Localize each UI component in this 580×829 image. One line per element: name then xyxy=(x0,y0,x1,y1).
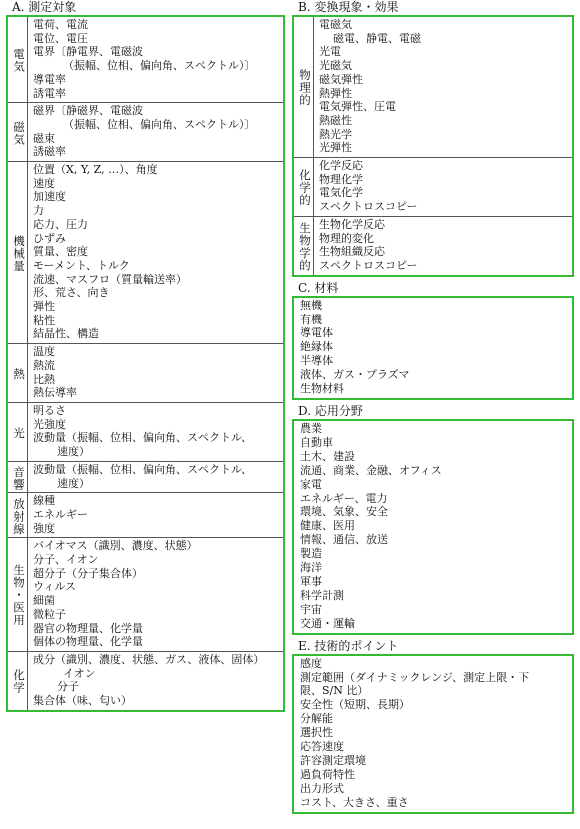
application-field-item: 土木、建設 xyxy=(300,449,355,463)
conversion-effect-item: 物理化学 xyxy=(319,172,363,186)
conversion-effect-group-label: 化学的 xyxy=(294,158,314,216)
measurement-target-group-label: 生物・医用 xyxy=(8,538,28,651)
technical-point-item: 限、S/N 比） xyxy=(300,684,369,698)
measurement-target-item: 成分（識別、濃度、状態、ガス、液体、固体） xyxy=(33,652,265,666)
measurement-target-item: 電位、電圧 xyxy=(33,31,88,45)
measurement-target-item: モーメント、トルク xyxy=(33,258,130,272)
conversion-effect-group-label: 物理的 xyxy=(294,17,314,157)
measurement-target-item: 加速度 xyxy=(33,190,66,204)
technical-point-item: 許容測定環境 xyxy=(300,753,366,767)
measurement-target-item: 速度 xyxy=(33,176,55,190)
conversion-effect-group-label: 生物学的 xyxy=(294,217,314,275)
measurement-target-group-items xyxy=(28,344,283,402)
measurement-target-item: 磁束 xyxy=(33,131,55,145)
measurement-target-item: 磁界〔静磁界、電磁波 xyxy=(33,104,143,118)
measurement-target-item: （振幅、位相、偏向角、スペクトル）〕 xyxy=(63,59,256,73)
application-field-item: 製造 xyxy=(300,547,322,561)
technical-point-item: 過負荷特性 xyxy=(300,767,355,781)
measurement-target-item: 位置（X, Y, Z, …）、角度 xyxy=(33,163,158,177)
application-field-item: 交通・運輸 xyxy=(300,616,355,630)
material-item: 導電体 xyxy=(300,326,333,340)
conversion-effect-item: 化学反応 xyxy=(319,159,363,173)
measurement-target-group xyxy=(8,102,283,161)
section-b-to-e-column xyxy=(292,0,574,814)
section-e-box xyxy=(292,654,574,814)
section-e-title: E. 技術的ポイント xyxy=(298,638,399,653)
section-c-box xyxy=(292,296,574,400)
measurement-target-item: 誘磁率 xyxy=(33,145,66,159)
measurement-target-item: 温度 xyxy=(33,345,55,359)
conversion-effect-item: 物理的変化 xyxy=(319,231,374,245)
section-d-list xyxy=(294,421,572,633)
section-b-box xyxy=(292,15,574,277)
section-a-box xyxy=(6,15,285,712)
measurement-target-group-label: 熱 xyxy=(8,344,28,402)
conversion-effect-item: 生物化学反応 xyxy=(319,217,385,231)
measurement-target-item: 質量、密度 xyxy=(33,245,88,259)
measurement-target-group-items xyxy=(28,103,283,161)
section-d-title: D. 応用分野 xyxy=(298,404,363,418)
measurement-target-group-label: 音響 xyxy=(8,462,28,492)
measurement-target-item: 細菌 xyxy=(33,594,55,608)
conversion-effect-item: 光電 xyxy=(319,45,341,59)
section-a-column xyxy=(6,0,285,712)
measurement-target-item: 集合体（味、匂い） xyxy=(33,694,132,708)
measurement-target-group xyxy=(8,537,283,651)
application-field-item: 自動車 xyxy=(300,435,333,449)
measurement-target-item: 個体の物理量、化学量 xyxy=(33,635,143,649)
technical-point-item: 測定範囲（ダイナミックレンジ、測定上限・下 xyxy=(300,670,530,684)
measurement-target-group-label: 機械量 xyxy=(8,162,28,343)
measurement-target-group-items xyxy=(28,403,283,461)
conversion-effect-item: 光磁気 xyxy=(319,59,352,73)
measurement-target-group xyxy=(8,651,283,710)
application-field-item: エネルギー、電力 xyxy=(300,491,388,505)
measurement-target-item: 分子、イオン xyxy=(33,553,99,567)
measurement-target-item: 比熱 xyxy=(33,372,55,386)
measurement-target-item: （振幅、位相、偏向角、スペクトル）〕 xyxy=(63,117,256,131)
measurement-target-group xyxy=(8,461,283,492)
measurement-target-group xyxy=(8,492,283,537)
conversion-effect-group xyxy=(294,157,572,216)
conversion-effect-group xyxy=(294,216,572,275)
measurement-target-group xyxy=(8,343,283,402)
material-item: 無機 xyxy=(300,298,322,312)
measurement-target-group-label: 磁気 xyxy=(8,103,28,161)
technical-point-item: 安全性（短期、長期） xyxy=(300,698,410,712)
conversion-effect-item: 電磁気 xyxy=(319,18,352,31)
measurement-target-item: バイオマス（識別、濃度、状態） xyxy=(33,539,198,553)
material-item: 絶縁体 xyxy=(300,340,333,354)
material-item: 生物材料 xyxy=(300,382,344,396)
section-c-list xyxy=(294,298,572,398)
measurement-target-item: 熱流 xyxy=(33,358,55,372)
measurement-target-item: ウィルス xyxy=(33,580,77,594)
measurement-target-group-items xyxy=(28,462,283,492)
measurement-target-item: 強度 xyxy=(33,521,55,535)
section-a-title: A. 測定対象 xyxy=(12,0,77,14)
material-item: 液体、ガス・プラズマ xyxy=(300,368,410,382)
measurement-target-item: 導電率 xyxy=(33,72,66,86)
section-b-title: B. 変換現象・効果 xyxy=(298,0,399,14)
section-d-box xyxy=(292,419,574,635)
technical-point-item: 分解能 xyxy=(300,712,333,726)
measurement-target-item: 力 xyxy=(33,204,44,218)
section-c-title: C. 材料 xyxy=(298,280,339,295)
conversion-effect-group-items xyxy=(314,17,572,157)
application-field-item: 海洋 xyxy=(300,561,322,575)
measurement-target-item: 波動量（振幅、位相、偏向角、スペクトル、 xyxy=(33,462,253,476)
measurement-target-item: 線種 xyxy=(33,494,55,508)
measurement-target-item: 流速、マスフロ（質量輸送率） xyxy=(33,272,187,286)
technical-point-item: 選択性 xyxy=(300,726,333,740)
conversion-effect-item: 熱光学 xyxy=(319,127,352,141)
technical-point-item: 感度 xyxy=(300,656,322,670)
conversion-effect-item: 熱磁性 xyxy=(319,113,352,127)
application-field-item: 科学計測 xyxy=(300,588,344,602)
measurement-target-item: 器官の物理量、化学量 xyxy=(33,621,143,635)
measurement-target-item: 光強度 xyxy=(33,417,66,431)
measurement-target-item: 粘性 xyxy=(33,313,55,327)
measurement-target-group xyxy=(8,402,283,461)
measurement-target-item: 弾性 xyxy=(33,300,55,314)
technical-point-item: 応答速度 xyxy=(300,740,344,754)
conversion-effect-item: 電気弾性、圧電 xyxy=(319,100,396,114)
measurement-target-group-items xyxy=(28,162,283,343)
application-field-item: 健康、医用 xyxy=(300,519,355,533)
technical-point-item: コスト、大きさ、重さ xyxy=(300,795,409,809)
measurement-target-item: ひずみ xyxy=(33,231,66,245)
application-field-item: 軍事 xyxy=(300,574,322,588)
conversion-effect-item: 磁電、静電、電磁 xyxy=(333,31,421,45)
measurement-target-item: 応力、圧力 xyxy=(33,217,88,231)
measurement-target-group-items xyxy=(28,493,283,537)
measurement-target-group xyxy=(8,17,283,102)
measurement-target-group-label: 化学 xyxy=(8,652,28,710)
measurement-target-group-label: 電気 xyxy=(8,17,28,102)
measurement-target-group-label: 光 xyxy=(8,403,28,461)
measurement-target-item: 微粒子 xyxy=(33,607,66,621)
material-item: 半導体 xyxy=(300,354,333,368)
application-field-item: 家電 xyxy=(300,477,322,491)
conversion-effect-group-items xyxy=(314,158,572,216)
technical-point-item: 出力形式 xyxy=(300,781,344,795)
measurement-target-item: 速度） xyxy=(57,445,90,459)
section-e-list xyxy=(294,656,572,812)
measurement-target-group-label: 放射線 xyxy=(8,493,28,537)
conversion-effect-item: 電気化学 xyxy=(319,186,363,200)
measurement-target-item: 速度） xyxy=(57,476,90,490)
application-field-item: 環境、気象、安全 xyxy=(300,505,388,519)
measurement-target-item: 誘電率 xyxy=(33,86,66,100)
measurement-target-item: 電界〔静電界、電磁波 xyxy=(33,45,143,59)
application-field-item: 流通、商業、金融、オフィス xyxy=(300,463,442,477)
measurement-target-item: イオン xyxy=(63,666,96,680)
measurement-target-group-items xyxy=(28,538,283,651)
application-field-item: 農業 xyxy=(300,422,322,435)
measurement-target-item: 波動量（振幅、位相、偏向角、スペクトル、 xyxy=(33,431,253,445)
conversion-effect-item: 熱弾性 xyxy=(319,86,352,100)
measurement-target-item: 熱伝導率 xyxy=(33,386,77,400)
conversion-effect-item: スペクトロスコピー xyxy=(319,258,418,272)
conversion-effect-group-items xyxy=(314,217,572,275)
measurement-target-item: 超分子（分子集合体） xyxy=(33,566,143,580)
application-field-item: 情報、通信、放送 xyxy=(300,533,388,547)
measurement-target-item: 分子 xyxy=(57,680,79,694)
conversion-effect-item: スペクトロスコピー xyxy=(319,200,418,214)
measurement-target-group xyxy=(8,161,283,343)
measurement-target-item: 明るさ xyxy=(33,403,66,417)
measurement-target-item: 結晶性、構造 xyxy=(33,327,99,341)
conversion-effect-item: 光弾性 xyxy=(319,141,352,155)
measurement-target-group-items xyxy=(28,17,283,102)
measurement-target-item: 電荷、電流 xyxy=(33,18,88,31)
application-field-item: 宇宙 xyxy=(300,602,322,616)
conversion-effect-group xyxy=(294,17,572,157)
material-item: 有機 xyxy=(300,312,322,326)
measurement-target-item: 形、荒さ、向き xyxy=(33,286,110,300)
conversion-effect-item: 磁気弾性 xyxy=(319,72,363,86)
measurement-target-item: エネルギー xyxy=(33,507,88,521)
measurement-target-group-items xyxy=(28,652,283,710)
conversion-effect-item: 生物組織反応 xyxy=(319,245,385,259)
